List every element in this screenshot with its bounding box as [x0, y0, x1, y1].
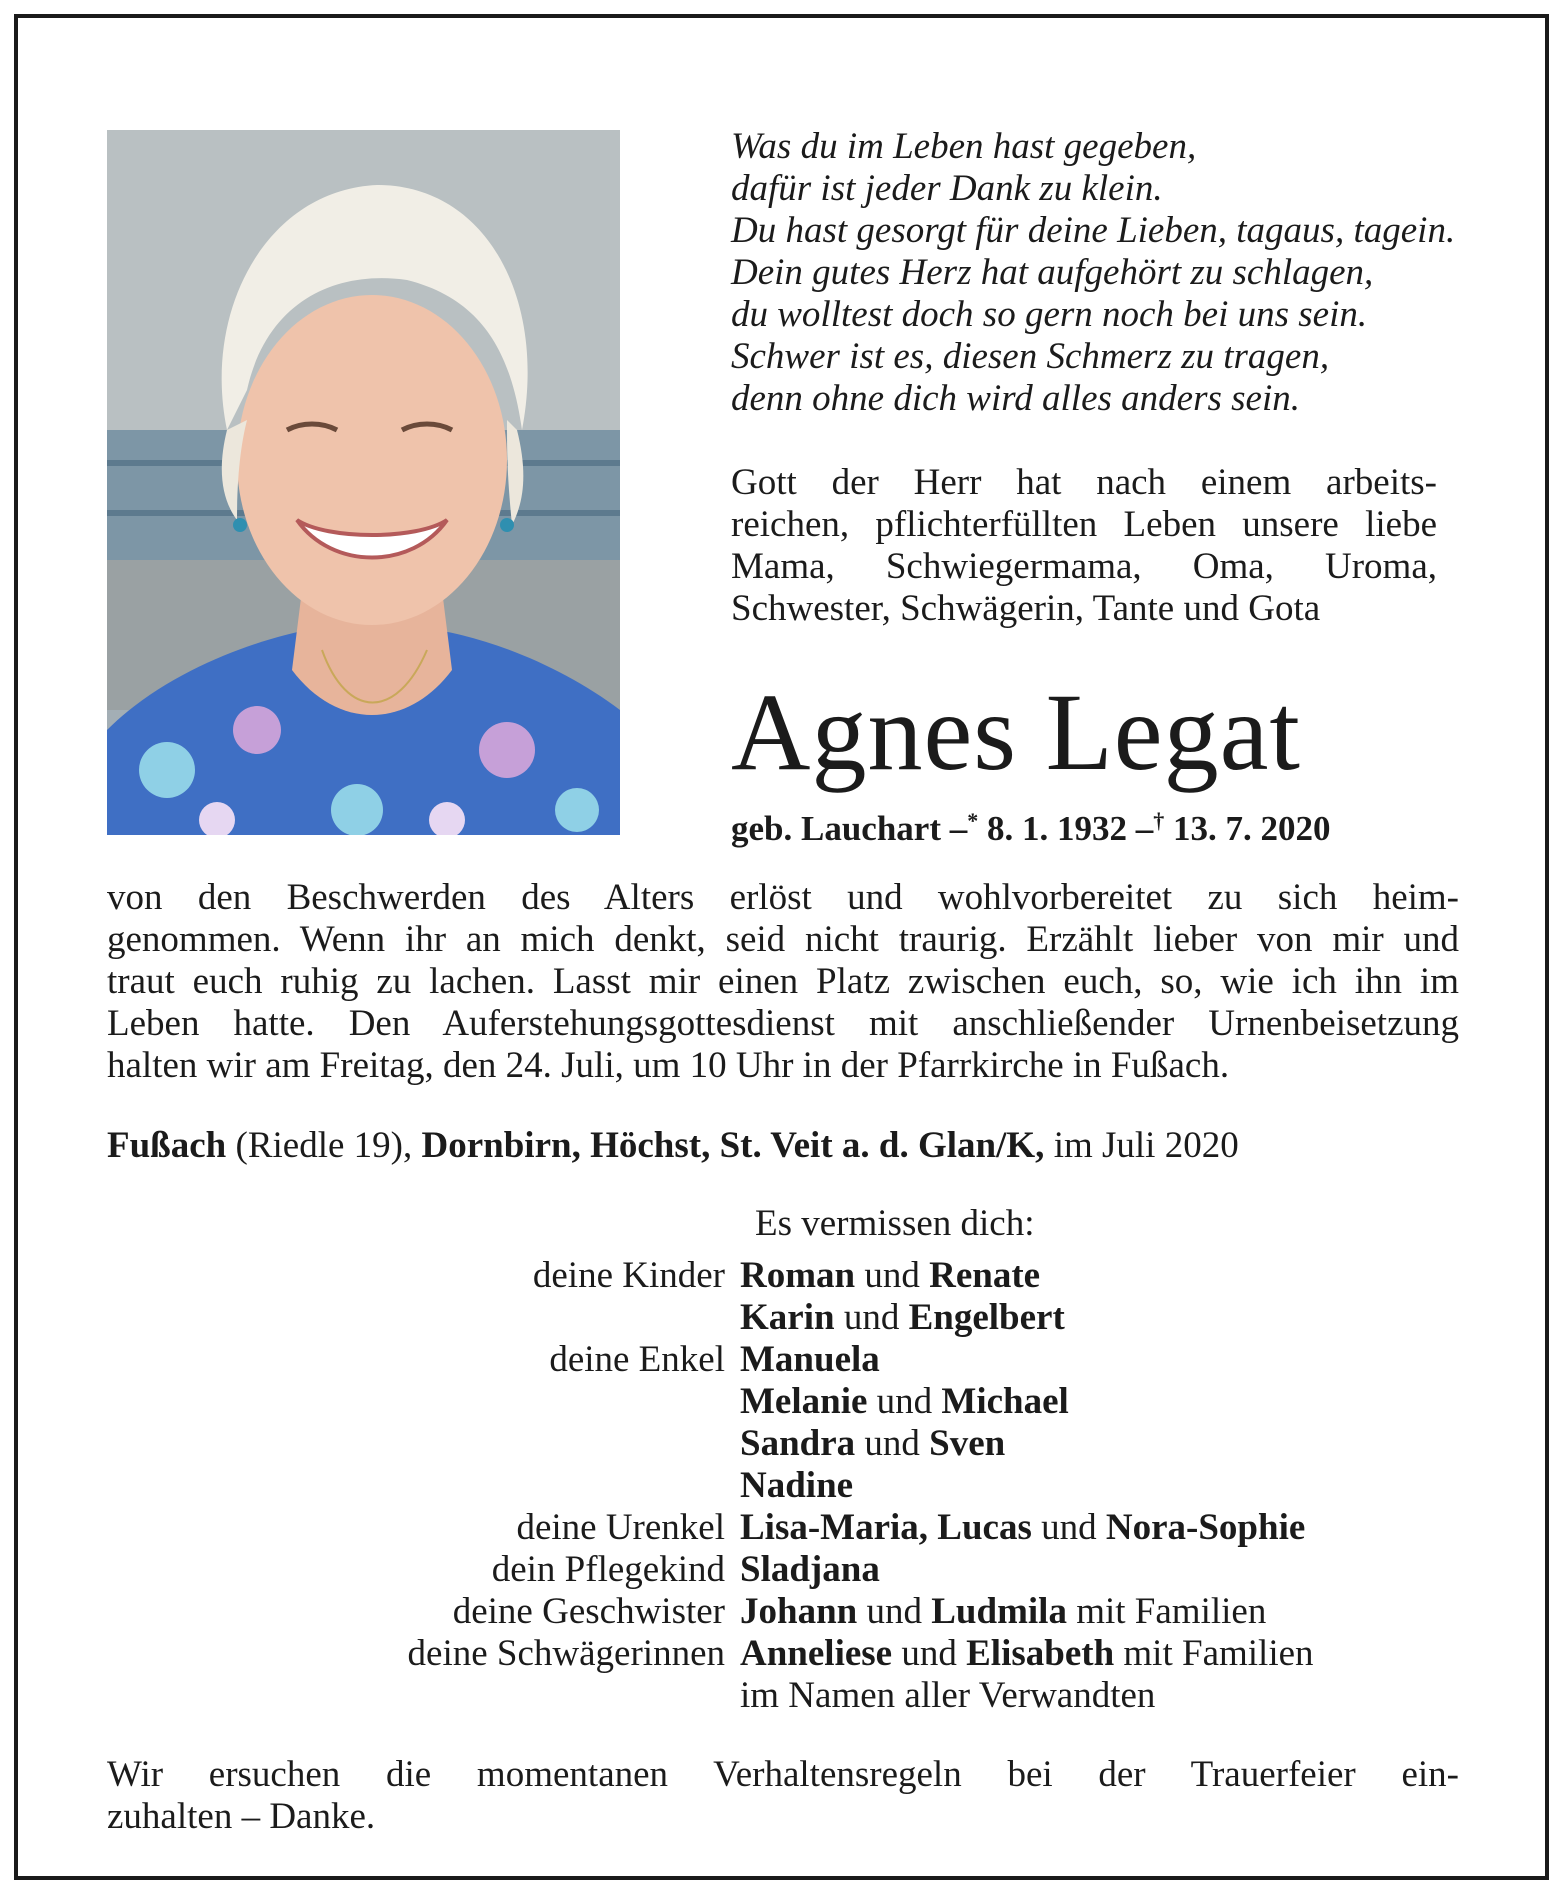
- mourner-names: [740, 1675, 1155, 1717]
- place-date-line: [107, 1125, 1239, 1167]
- mourner-relation: dein Pflegekind: [491, 1549, 725, 1590]
- closing-line: zuhalten – Danke.: [107, 1796, 376, 1837]
- mourner-connector: und: [857, 1591, 932, 1632]
- mourner-names: [740, 1297, 1065, 1339]
- mourner-row: [300, 1591, 1500, 1633]
- mourner-name: Michael: [941, 1381, 1069, 1422]
- birth-date: 8. 1. 1932: [987, 809, 1127, 848]
- mourner-connector: und: [834, 1297, 909, 1338]
- poem-line: denn ohne dich wird alles anders sein.: [731, 378, 1300, 419]
- mourner-connector: und: [855, 1423, 930, 1464]
- mourner-names: [740, 1423, 1005, 1465]
- mourner-names: [740, 1465, 853, 1507]
- mourner-connector: mit Familien: [1114, 1633, 1314, 1674]
- mourner-name: Karin: [740, 1297, 835, 1338]
- mourner-name: Renate: [929, 1255, 1041, 1296]
- intro-line: Gott der Herr hat nach einem arbeits-: [731, 462, 1437, 503]
- mourner-row: [300, 1423, 1500, 1465]
- intro-line: Mama, Schwiegermama, Oma, Uroma,: [731, 546, 1437, 587]
- mourner-row: [300, 1633, 1500, 1675]
- mourner-relation: [300, 1675, 740, 1717]
- mourner-name: Nadine: [740, 1465, 854, 1506]
- death-date: 13. 7. 2020: [1173, 809, 1331, 848]
- mourner-connector: mit Familien: [1066, 1591, 1267, 1632]
- mourner-name: Nora-Sophie: [1105, 1507, 1306, 1548]
- mourner-names: [740, 1549, 880, 1591]
- closing-text: [107, 1754, 1459, 1838]
- body-line: von den Beschwerden des Alters erlöst und wohlvorbereitet zu sich heim-: [107, 877, 1459, 918]
- poem: [731, 126, 1471, 420]
- mourner-row: [300, 1255, 1500, 1297]
- mourner-relation: [300, 1423, 740, 1465]
- mourner-name: Sladjana: [740, 1549, 880, 1590]
- mourner-connector: und: [855, 1255, 930, 1296]
- dash: –: [949, 809, 968, 848]
- mourner-relation: [300, 1465, 740, 1507]
- mourner-names: [740, 1255, 1040, 1297]
- mourner-name: Sandra: [740, 1423, 856, 1464]
- birth-death-dates: [731, 800, 1331, 850]
- place-town: Fußach: [107, 1125, 227, 1166]
- intro-text: [731, 462, 1437, 630]
- mourner-name: Melanie: [740, 1381, 868, 1422]
- mourner-row: [300, 1675, 1500, 1717]
- mourner-names: [740, 1633, 1314, 1675]
- mourner-names: [740, 1591, 1266, 1633]
- mourner-connector: und: [867, 1381, 942, 1422]
- mourners-list: [300, 1255, 1500, 1717]
- poem-line: Dein gutes Herz hat aufgehört zu schlagen,: [731, 252, 1374, 293]
- mourner-names: [740, 1339, 880, 1381]
- deceased-name: Agnes Legat: [731, 671, 1301, 793]
- place-others: Dornbirn, Höchst, St. Veit a. d. Glan/K,: [421, 1125, 1045, 1166]
- mourner-name: Ludmila: [931, 1591, 1067, 1632]
- mourners-heading: Es vermissen dich:: [755, 1203, 1035, 1244]
- mourner-row: [300, 1381, 1500, 1423]
- body-line: traut euch ruhig zu lachen. Lasst mir einen Platz zwischen euch, so, wie ich ihn im: [107, 961, 1459, 1002]
- poem-line: dafür ist jeder Dank zu klein.: [731, 168, 1163, 209]
- body-line: Leben hatte. Den Auferstehungsgottesdienst mit anschließender Urnenbeisetzung: [107, 1003, 1459, 1044]
- mourner-relation: [300, 1297, 740, 1339]
- mourner-relation: deine Enkel: [549, 1339, 725, 1380]
- mourner-name: Lisa-Maria, Lucas: [740, 1507, 1032, 1548]
- mourner-connector: und: [892, 1633, 967, 1674]
- mourner-name: Johann: [740, 1591, 858, 1632]
- body-line: genommen. Wenn ihr an mich denkt, seid nicht traurig. Erzählt lieber von mir und: [107, 919, 1459, 960]
- poem-line: Schwer ist es, diesen Schmerz zu tragen,: [731, 336, 1330, 377]
- mourner-relation: deine Kinder: [532, 1255, 725, 1296]
- mourner-connector: im Namen aller Verwandten: [740, 1675, 1156, 1716]
- body-text: [107, 877, 1459, 1087]
- poem-line: du wolltest doch so gern noch bei uns sein.: [731, 294, 1368, 335]
- poem-line: Was du im Leben hast gegeben,: [731, 126, 1197, 167]
- mourner-names: [740, 1381, 1069, 1423]
- mourner-name: Engelbert: [908, 1297, 1065, 1338]
- portrait-photo: [107, 130, 620, 835]
- mourner-names: [740, 1507, 1305, 1549]
- dash: –: [1135, 809, 1154, 848]
- death-symbol: †: [1153, 808, 1165, 833]
- place-address: (Riedle 19),: [235, 1125, 413, 1166]
- closing-line: Wir ersuchen die momentanen Verhaltensregeln bei der Trauerfeier ein-: [107, 1754, 1459, 1795]
- mourner-name: Sven: [929, 1423, 1006, 1464]
- mourner-connector: und: [1031, 1507, 1106, 1548]
- mourner-name: Roman: [740, 1255, 856, 1296]
- place-date: im Juli 2020: [1053, 1125, 1239, 1166]
- mourner-row: [300, 1507, 1500, 1549]
- body-line: halten wir am Freitag, den 24. Juli, um 10 Uhr in der Pfarrkirche in Fußach.: [107, 1045, 1230, 1086]
- intro-line: Schwester, Schwägerin, Tante und Gota: [731, 588, 1321, 629]
- poem-line: Du hast gesorgt für deine Lieben, tagaus, tagein.: [731, 210, 1456, 251]
- birth-symbol: *: [967, 808, 979, 833]
- mourner-row: [300, 1465, 1500, 1507]
- mourner-row: [300, 1297, 1500, 1339]
- mourner-relation: deine Geschwister: [452, 1591, 725, 1632]
- mourner-name: Anneliese: [740, 1633, 893, 1674]
- born-name: geb. Lauchart: [731, 809, 941, 848]
- mourner-row: [300, 1549, 1500, 1591]
- mourner-relation: deine Urenkel: [516, 1507, 725, 1548]
- mourner-name: Elisabeth: [966, 1633, 1115, 1674]
- mourner-row: [300, 1339, 1500, 1381]
- mourner-relation: deine Schwägerinnen: [407, 1633, 725, 1674]
- intro-line: reichen, pflichterfüllten Leben unsere liebe: [731, 504, 1437, 545]
- mourner-relation: [300, 1381, 740, 1423]
- mourner-name: Manuela: [740, 1339, 880, 1380]
